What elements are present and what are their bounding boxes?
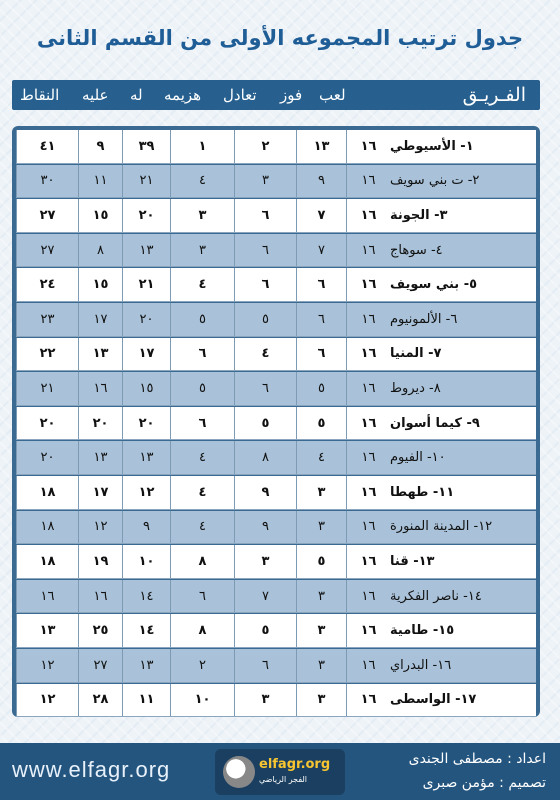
for-cell: ١٣: [122, 234, 170, 267]
points-cell: ٤١: [16, 130, 78, 163]
for-cell: ١٧: [122, 338, 170, 371]
logo-tagline: الفجر الرياضي: [259, 775, 308, 784]
for-column-header: له: [130, 86, 143, 104]
against-cell: ٢٨: [78, 684, 122, 717]
team-cell: ٥- بني سويف: [390, 277, 478, 293]
won-cell: ٥: [296, 372, 346, 405]
team-cell: ٢- ت بني سويف: [390, 173, 480, 189]
table-row: [16, 441, 536, 475]
table-row: [16, 580, 536, 614]
won-cell: ٣: [296, 511, 346, 544]
table-row: [16, 545, 536, 579]
draw-cell: ٥: [234, 614, 296, 647]
lost-column-header: هزيمه: [164, 86, 202, 104]
footer-bar: [0, 743, 560, 800]
lost-cell: ٤: [170, 165, 234, 198]
points-column-header: النقاط: [20, 86, 60, 104]
draw-cell: ٥: [234, 303, 296, 336]
team-cell: ٩- كيما أسوان: [390, 415, 480, 431]
lost-cell: ٤: [170, 441, 234, 474]
team-column-header: الفـريـق: [462, 84, 526, 106]
table-row: [16, 649, 536, 683]
won-cell: ٦: [296, 268, 346, 301]
for-cell: ٩: [122, 511, 170, 544]
points-cell: ٢٠: [16, 441, 78, 474]
played-cell: ١٦: [346, 684, 390, 717]
lost-cell: ٢: [170, 649, 234, 682]
draw-cell: ٦: [234, 268, 296, 301]
table-row: [16, 130, 536, 164]
against-cell: ٢٧: [78, 649, 122, 682]
points-cell: ٢٣: [16, 303, 78, 336]
played-cell: ١٦: [346, 545, 390, 578]
table-row: [16, 338, 536, 372]
for-cell: ١٤: [122, 580, 170, 613]
page-title: جدول ترتيب المجموعه الأولى من القسم الثانى: [36, 26, 524, 50]
for-cell: ١٢: [122, 476, 170, 509]
team-cell: ١٢- المدينة المنورة: [390, 519, 493, 535]
lost-cell: ٥: [170, 303, 234, 336]
against-cell: ١٧: [78, 476, 122, 509]
won-cell: ٥: [296, 407, 346, 440]
won-cell: ٣: [296, 649, 346, 682]
table-row: [16, 407, 536, 441]
lost-cell: ٣: [170, 199, 234, 232]
lost-cell: ٤: [170, 268, 234, 301]
team-cell: ٤- سوهاج: [390, 242, 443, 258]
table-row: [16, 511, 536, 545]
played-cell: ١٦: [346, 511, 390, 544]
table-row: [16, 165, 536, 199]
points-cell: ٢٤: [16, 268, 78, 301]
won-cell: ٣: [296, 476, 346, 509]
standings-table: [12, 126, 540, 717]
won-cell: ٩: [296, 165, 346, 198]
draw-cell: ٦: [234, 649, 296, 682]
team-cell: ١١- طهطا: [390, 484, 455, 500]
for-cell: ٢٠: [122, 407, 170, 440]
points-cell: ٢٧: [16, 234, 78, 267]
prepared-by: اعداد : مصطفى الجندى: [408, 751, 546, 767]
against-cell: ١٣: [78, 441, 122, 474]
points-cell: ٢١: [16, 372, 78, 405]
table-row: [16, 234, 536, 268]
table-row: [16, 684, 536, 718]
lost-cell: ٨: [170, 545, 234, 578]
for-cell: ١١: [122, 684, 170, 717]
against-cell: ١٦: [78, 580, 122, 613]
played-cell: ١٦: [346, 372, 390, 405]
lost-cell: ٥: [170, 372, 234, 405]
for-cell: ١٠: [122, 545, 170, 578]
won-cell: ٦: [296, 338, 346, 371]
won-cell: ٣: [296, 684, 346, 717]
played-cell: ١٦: [346, 303, 390, 336]
for-cell: ٢١: [122, 268, 170, 301]
won-cell: ١٣: [296, 130, 346, 163]
played-cell: ١٦: [346, 234, 390, 267]
lost-cell: ١: [170, 130, 234, 163]
played-cell: ١٦: [346, 165, 390, 198]
table-row: [16, 199, 536, 233]
points-cell: ١٣: [16, 614, 78, 647]
lost-cell: ٦: [170, 338, 234, 371]
table-row: [16, 476, 536, 510]
played-cell: ١٦: [346, 614, 390, 647]
draw-cell: ٥: [234, 407, 296, 440]
against-column-header: عليه: [82, 86, 109, 104]
draw-cell: ٣: [234, 684, 296, 717]
draw-cell: ٤: [234, 338, 296, 371]
for-cell: ٢٠: [122, 303, 170, 336]
points-cell: ١٨: [16, 545, 78, 578]
lost-cell: ٤: [170, 511, 234, 544]
lost-cell: ٣: [170, 234, 234, 267]
points-cell: ٣٠: [16, 165, 78, 198]
team-cell: ١٤- ناصر الفكرية: [390, 588, 482, 604]
played-cell: ١٦: [346, 407, 390, 440]
team-cell: ١٠- الفيوم: [390, 450, 446, 466]
for-cell: ٣٩: [122, 130, 170, 163]
points-cell: ١٨: [16, 511, 78, 544]
lost-cell: ٦: [170, 407, 234, 440]
draw-cell: ٦: [234, 372, 296, 405]
played-cell: ١٦: [346, 580, 390, 613]
lost-cell: ٤: [170, 476, 234, 509]
played-cell: ١٦: [346, 338, 390, 371]
points-cell: ١٨: [16, 476, 78, 509]
won-cell: ٣: [296, 580, 346, 613]
points-cell: ١٢: [16, 649, 78, 682]
team-cell: ٦- الألمونيوم: [390, 311, 458, 327]
against-cell: ١٦: [78, 372, 122, 405]
won-cell: ٧: [296, 199, 346, 232]
team-cell: ١٥- طامية: [390, 623, 455, 639]
draw-column-header: تعادل: [223, 86, 257, 104]
for-cell: ١٣: [122, 441, 170, 474]
football-icon: [223, 756, 255, 788]
played-cell: ١٦: [346, 130, 390, 163]
draw-cell: ٣: [234, 545, 296, 578]
won-cell: ٧: [296, 234, 346, 267]
points-cell: ٢٢: [16, 338, 78, 371]
team-cell: ١- الأسيوطي: [390, 138, 474, 154]
against-cell: ١١: [78, 165, 122, 198]
won-column-header: فوز: [280, 86, 303, 104]
team-cell: ١٦- البدراي: [390, 657, 452, 673]
against-cell: ٢٥: [78, 614, 122, 647]
lost-cell: ٨: [170, 614, 234, 647]
table-row: [16, 614, 536, 648]
team-cell: ٧- المنيا: [390, 346, 442, 362]
points-cell: ١٢: [16, 684, 78, 717]
against-cell: ١٣: [78, 338, 122, 371]
won-cell: ٥: [296, 545, 346, 578]
against-cell: ١٥: [78, 268, 122, 301]
won-cell: ٣: [296, 614, 346, 647]
team-cell: ١٣- قنا: [390, 553, 435, 569]
table-row: [16, 268, 536, 302]
won-cell: ٦: [296, 303, 346, 336]
points-cell: ٢٧: [16, 199, 78, 232]
against-cell: ١٢: [78, 511, 122, 544]
logo-brand: elfagr.org: [259, 757, 331, 772]
draw-cell: ٧: [234, 580, 296, 613]
site-url[interactable]: www.elfagr.org: [12, 757, 171, 782]
points-cell: ١٦: [16, 580, 78, 613]
against-cell: ١٧: [78, 303, 122, 336]
played-cell: ١٦: [346, 268, 390, 301]
won-cell: ٤: [296, 441, 346, 474]
played-cell: ١٦: [346, 649, 390, 682]
played-column-header: لعب: [319, 86, 346, 104]
draw-cell: ٣: [234, 165, 296, 198]
for-cell: ١٥: [122, 372, 170, 405]
draw-cell: ٢: [234, 130, 296, 163]
for-cell: ١٤: [122, 614, 170, 647]
draw-cell: ٩: [234, 511, 296, 544]
for-cell: ٢٠: [122, 199, 170, 232]
against-cell: ٩: [78, 130, 122, 163]
team-cell: ١٧- الواسطى: [390, 692, 477, 708]
against-cell: ٢٠: [78, 407, 122, 440]
elfagr-logo: [215, 749, 345, 795]
against-cell: ١٥: [78, 199, 122, 232]
table-row: [16, 372, 536, 406]
for-cell: ٢١: [122, 165, 170, 198]
played-cell: ١٦: [346, 199, 390, 232]
lost-cell: ١٠: [170, 684, 234, 717]
table-row: [16, 303, 536, 337]
designed-by: تصميم : مؤمن صبرى: [422, 775, 546, 791]
team-cell: ٣- الجونة: [390, 207, 448, 223]
points-cell: ٢٠: [16, 407, 78, 440]
for-cell: ١٣: [122, 649, 170, 682]
draw-cell: ٩: [234, 476, 296, 509]
draw-cell: ٨: [234, 441, 296, 474]
table-header-bar: [12, 80, 540, 110]
team-cell: ٨- ديروط: [390, 380, 441, 396]
played-cell: ١٦: [346, 476, 390, 509]
played-cell: ١٦: [346, 441, 390, 474]
lost-cell: ٦: [170, 580, 234, 613]
draw-cell: ٦: [234, 199, 296, 232]
against-cell: ٨: [78, 234, 122, 267]
draw-cell: ٦: [234, 234, 296, 267]
credits: [409, 747, 546, 795]
against-cell: ١٩: [78, 545, 122, 578]
